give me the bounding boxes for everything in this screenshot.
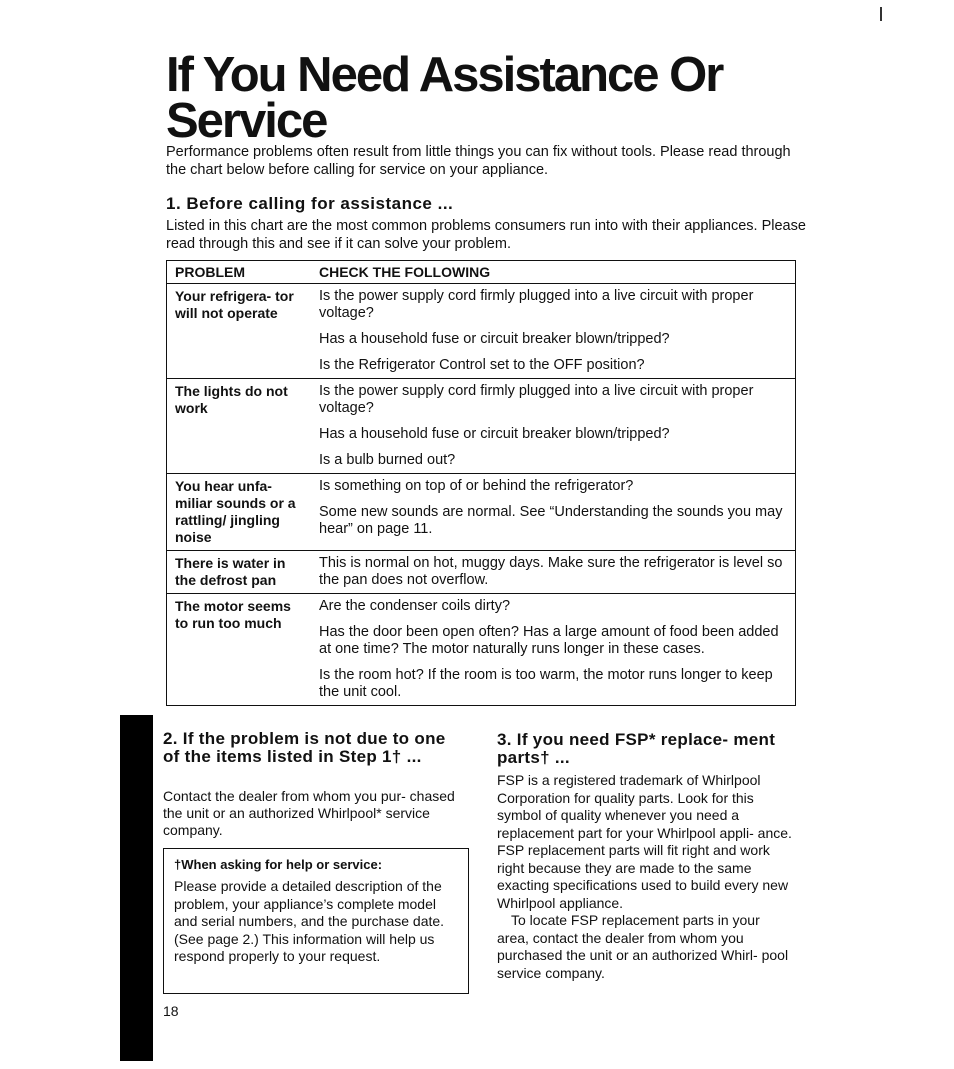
- problem-cell: Your refrigera- tor will not operate: [167, 284, 312, 379]
- page-title: [166, 48, 806, 148]
- checks-cell: [311, 474, 796, 551]
- problem-cell: You hear unfa- miliar sounds or a rattling/ jingling noise: [167, 474, 312, 551]
- page-title-line2: Service: [166, 94, 327, 148]
- check-item: Is the power supply cord firmly plugged into a live circuit with proper voltage?: [319, 383, 754, 416]
- section3-text: FSP is a registered trademark of Whirlpool Corporation for quality parts. Look for this symbol of quality whenever you need a replacement part for your Whirlpool appli- ance. FSP replacement parts will fit right and work right because they are made to the same exacting specifications used to build every new Whirlpool appliance.: [497, 772, 792, 911]
- checks-cell: [311, 551, 796, 594]
- section1-text: Listed in this chart are the most common problems consumers run into with their appliances. Please read through this and see if it can solve your problem.: [166, 218, 806, 252]
- table-row: [167, 594, 796, 706]
- check-item: Is a bulb burned out?: [319, 452, 456, 468]
- note-text: Please provide a detailed description of the problem, your appliance’s complete model and serial numbers, and the purchase date. (See page 2.) This information will help us respond properly to your request.: [174, 878, 445, 964]
- corner-mark: [880, 7, 882, 21]
- section1-heading: 1. Before calling for assistance ...: [166, 194, 454, 213]
- check-item: Is the room hot? If the room is too warm, the motor runs longer to keep the unit cool.: [319, 667, 773, 700]
- note-heading: †When asking for help or service:: [174, 857, 383, 872]
- troubleshooting-chart: [166, 260, 796, 706]
- page-number: 18: [163, 1003, 179, 1019]
- section3-heading: 3. If you need FSP* replace- ment parts† ...: [497, 730, 776, 767]
- intro-text: Performance problems often result from little things you can fix without tools. Please read through the chart below before calling for service on your appliance.: [166, 144, 791, 178]
- service-note-box: [163, 848, 469, 994]
- check-item: This is normal on hot, muggy days. Make sure the refrigerator is level so the pan does not overflow.: [319, 555, 783, 588]
- section3-text-2: To locate FSP replacement parts in your area, contact the dealer from whom you purchased the unit or an authorized Whirl- pool service company.: [497, 912, 789, 981]
- side-tab-bar: [120, 715, 153, 1061]
- check-item: Has the door been open often? Has a large amount of food been added at one time? The motor naturally runs longer in these cases.: [319, 624, 779, 657]
- check-item: Is something on top of or behind the refrigerator?: [319, 478, 634, 494]
- check-item: Is the Refrigerator Control set to the OFF position?: [319, 357, 645, 373]
- check-item: Is the power supply cord firmly plugged into a live circuit with proper voltage?: [319, 288, 754, 321]
- problem-cell: The lights do not work: [167, 379, 312, 474]
- checks-cell: [311, 594, 796, 706]
- check-column-header: CHECK THE FOLLOWING: [311, 261, 796, 284]
- table-row: [167, 551, 796, 594]
- checks-cell: [311, 284, 796, 379]
- section2-text: Contact the dealer from whom you pur- chased the unit or an authorized Whirlpool* service company.: [163, 788, 455, 838]
- check-item: Some new sounds are normal. See “Understanding the sounds you may hear” on page 11.: [319, 504, 783, 537]
- section2-heading: 2. If the problem is not due to one of the items listed in Step 1† ...: [163, 729, 446, 766]
- page-title-line1: If You Need Assistance Or: [166, 48, 723, 102]
- checks-cell: [311, 379, 796, 474]
- problem-column-header: PROBLEM: [167, 261, 312, 284]
- problem-cell: There is water in the defrost pan: [167, 551, 312, 594]
- problem-cell: The motor seems to run too much: [167, 594, 312, 706]
- chart-header-row: [167, 261, 796, 284]
- table-row: [167, 284, 796, 379]
- check-item: Has a household fuse or circuit breaker blown/tripped?: [319, 331, 670, 347]
- table-row: [167, 379, 796, 474]
- check-item: Has a household fuse or circuit breaker blown/tripped?: [319, 426, 670, 442]
- check-item: Are the condenser coils dirty?: [319, 598, 511, 614]
- table-row: [167, 474, 796, 551]
